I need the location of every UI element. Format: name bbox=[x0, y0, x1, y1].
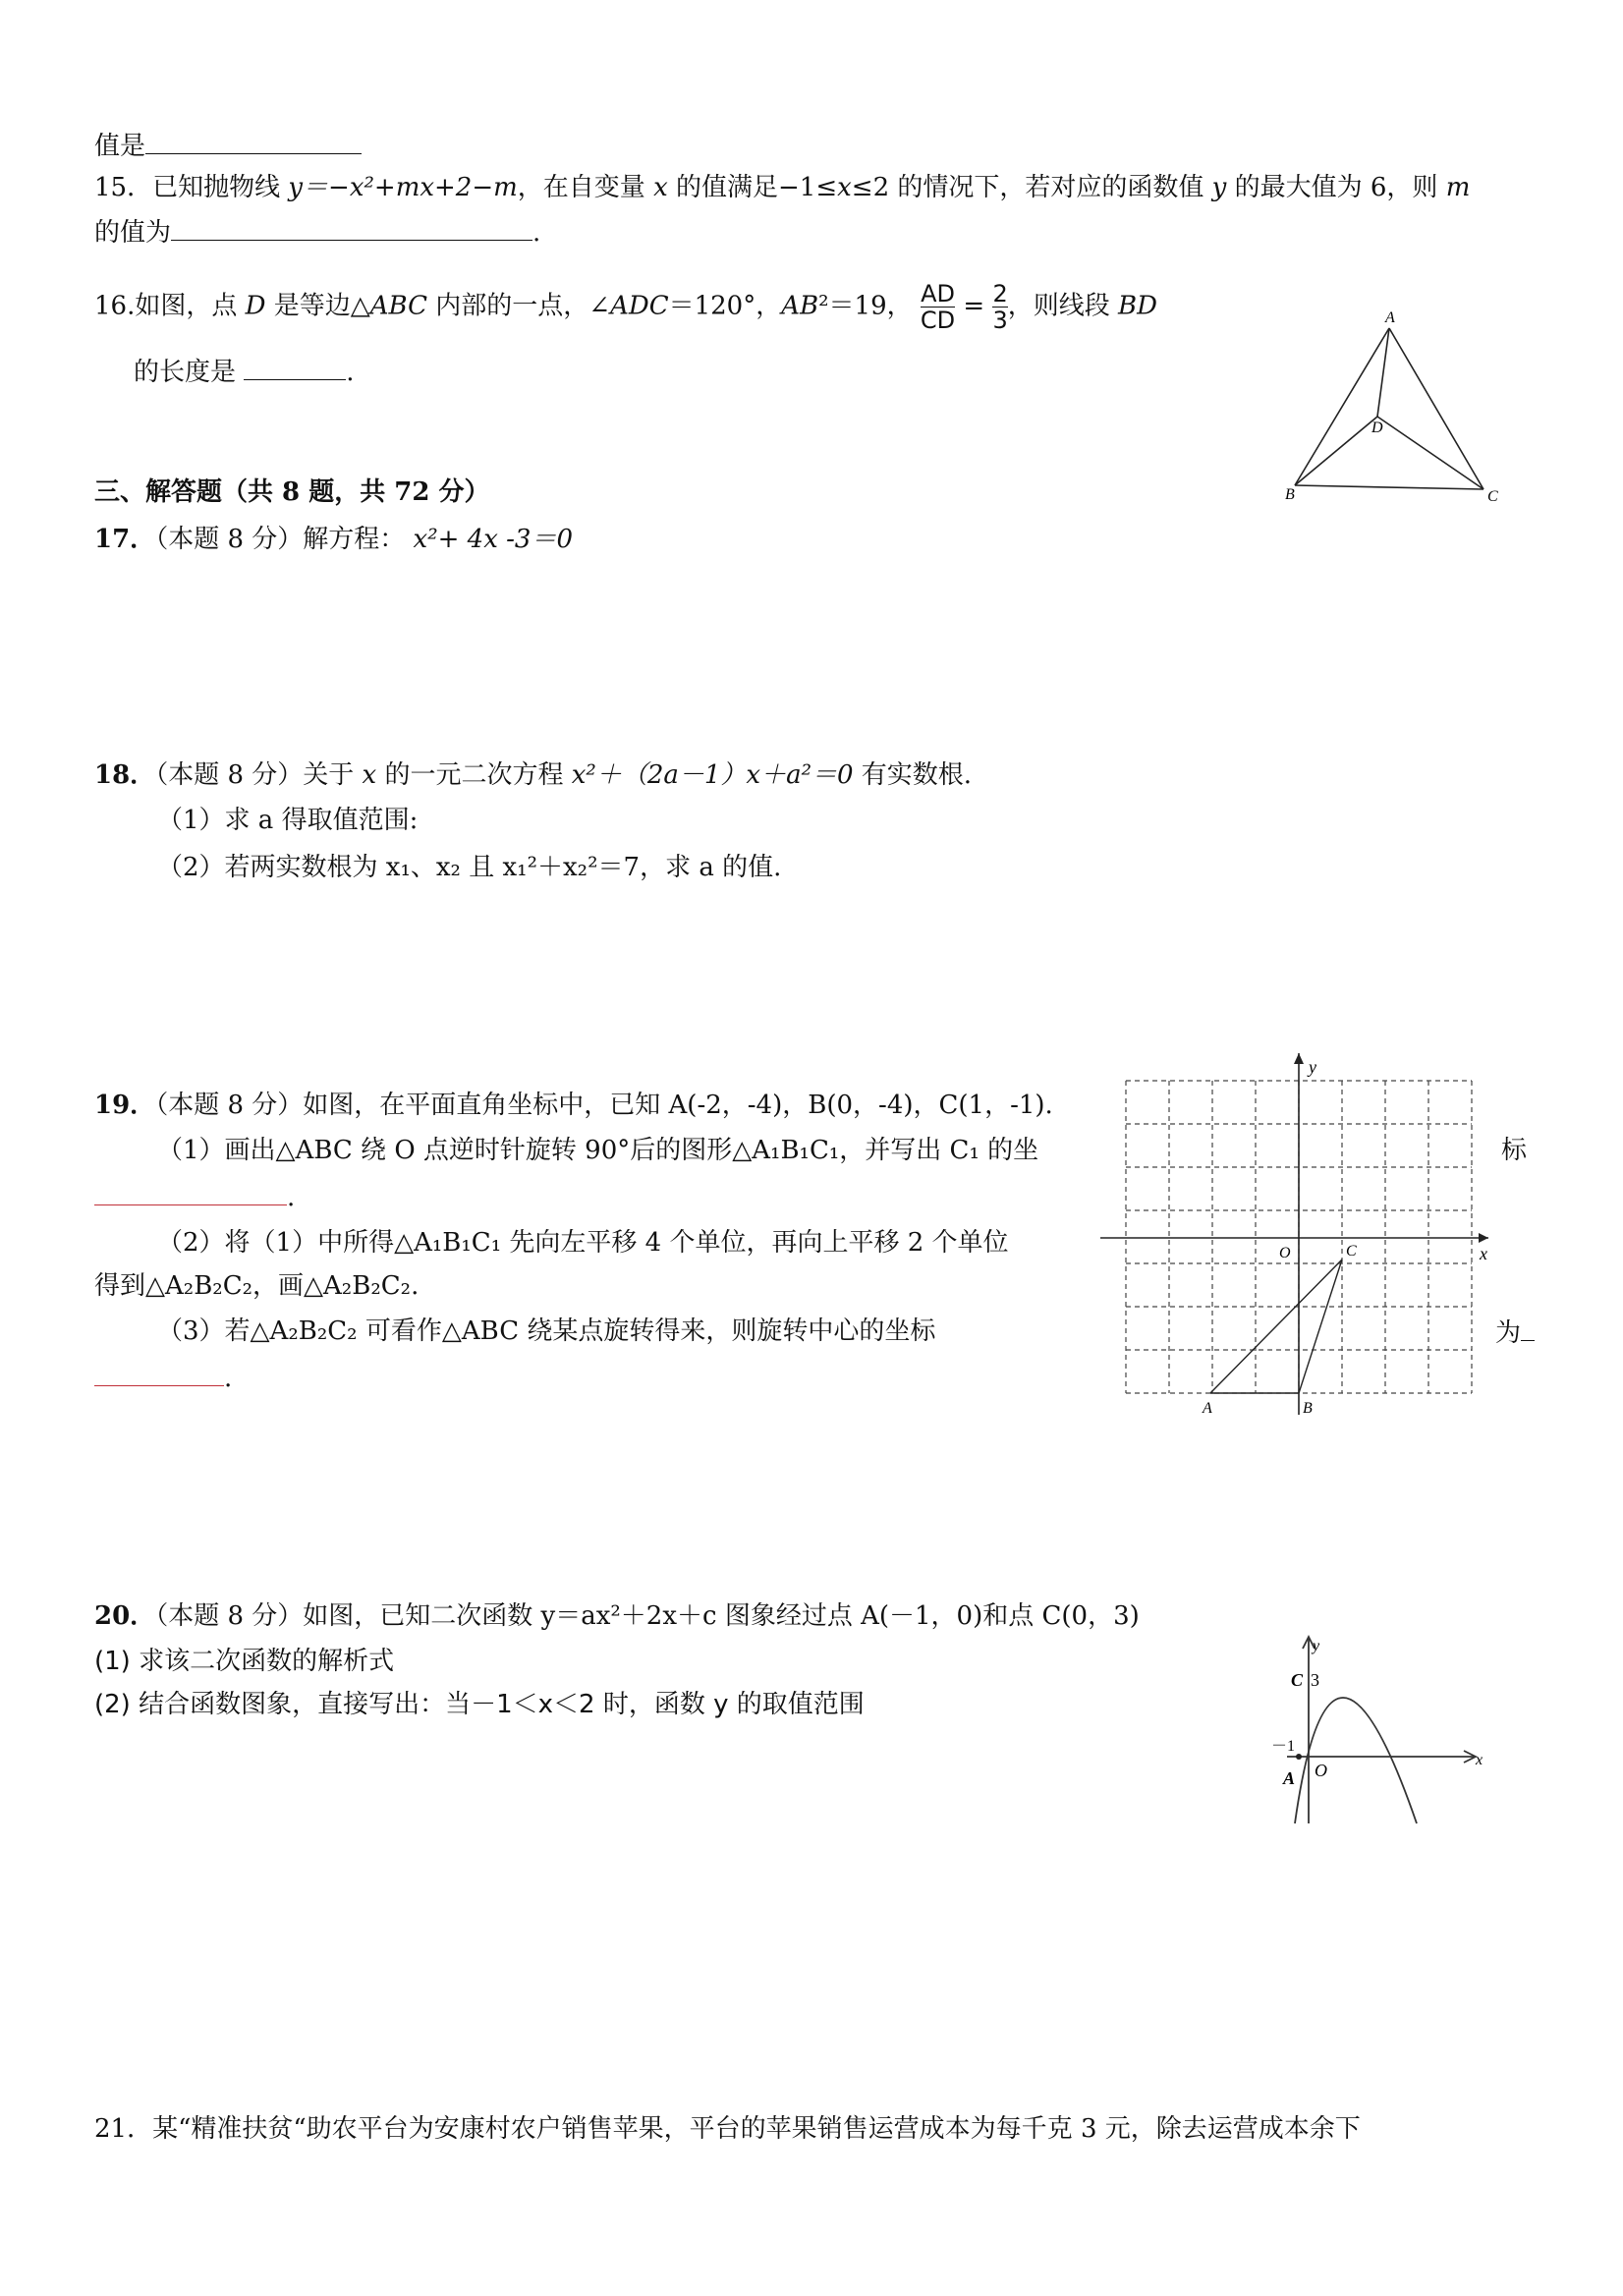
label-a: A bbox=[1385, 309, 1395, 326]
label-b: B bbox=[1285, 486, 1295, 503]
label-x: x bbox=[1476, 1752, 1483, 1768]
q15-answer-blank[interactable] bbox=[171, 214, 532, 241]
q19-part-3: （3）若△A₂B₂C₂ 可看作△ABC 绕某点旋转得来，则旋转中心的坐标 bbox=[157, 1316, 936, 1346]
label-3: 3 bbox=[1311, 1670, 1319, 1690]
label-c: C bbox=[1346, 1243, 1357, 1260]
q15-line-1: 15．已知抛物线 y＝−x²+mx+2−m，在自变量 x 的值满足−1≤x≤2 的情况下，若对应的函数值 y 的最大值为 6，则 m bbox=[94, 173, 1471, 202]
q19-blank-1: . bbox=[94, 1179, 295, 1214]
label-y: y bbox=[1313, 1638, 1320, 1654]
q19-part-2b: 得到△A₂B₂C₂，画△A₂B₂C₂. bbox=[94, 1271, 420, 1301]
fraction-2-3: $\frac{2}{3}$ bbox=[992, 280, 1008, 334]
triangle-abc bbox=[1210, 1260, 1342, 1393]
answer-blank[interactable] bbox=[145, 128, 362, 154]
q18-part-1: （1）求 a 得取值范围: bbox=[157, 806, 419, 835]
q19-line-1: 19．（本题 8 分）如图，在平面直角坐标中，已知 A(-2，-4)，B(0，-4)，C(1，-1). bbox=[94, 1091, 1053, 1120]
label-o: O bbox=[1279, 1245, 1291, 1261]
q16-line-1: 16.如图，点 D 是等边△ABC 内部的一点，∠ADC＝120°，AB²＝19， $\frac{AD}{CD}$ = $\frac{2}{3}$ ，则线段 BD bbox=[94, 280, 1157, 334]
label-d: D bbox=[1371, 420, 1383, 436]
section-heading: 三、解答题（共 8 题，共 72 分） bbox=[94, 477, 490, 507]
q16-answer-blank[interactable] bbox=[244, 354, 346, 380]
q19-part-1: （1）画出△ABC 绕 O 点逆时针旋转 90°后的图形△A₁B₁C₁，并写出 C₁ 的坐 bbox=[157, 1136, 1039, 1165]
q18-line-1: 18．（本题 8 分）关于 x 的一元二次方程 x²＋（2a－1）x＋a²＝0 有实数根. bbox=[94, 760, 973, 790]
label-neg1: －1 bbox=[1271, 1738, 1296, 1755]
parabola-curve bbox=[1295, 1698, 1417, 1823]
q19-blank-3: . bbox=[94, 1360, 232, 1395]
q19-part-2: （2）将（1）中所得△A₁B₁C₁ 先向左平移 4 个单位，再向上平移 2 个单位 bbox=[157, 1228, 1009, 1258]
label-y: y bbox=[1309, 1057, 1316, 1077]
q19-part-3-tail: 为 bbox=[1495, 1315, 1535, 1350]
x-arrow-icon bbox=[1479, 1233, 1488, 1243]
label-c: C bbox=[1291, 1670, 1304, 1690]
q16-line-2: 的长度是 . bbox=[134, 354, 355, 389]
fraction-ad-cd: $\frac{AD}{CD}$ bbox=[920, 280, 956, 334]
label-x: x bbox=[1480, 1244, 1487, 1263]
y-arrow-icon bbox=[1294, 1053, 1304, 1064]
label-a: A bbox=[1283, 1768, 1296, 1788]
q20-line-1: 20．（本题 8 分）如图，已知二次函数 y＝ax²＋2x＋c 图象经过点 A(－1，0)和点 C(0，3) bbox=[94, 1601, 1140, 1631]
q18-part-2: （2）若两实数根为 x₁、x₂ 且 x₁²＋x₂²＝7，求 a 的值. bbox=[157, 853, 782, 882]
q20-part-2: (2) 结合函数图象，直接写出：当－1＜x＜2 时，函数 y 的取值范围 bbox=[94, 1690, 865, 1719]
q16-triangle-figure bbox=[1267, 305, 1503, 511]
q15-line-2: 的值为 . bbox=[94, 214, 540, 250]
label-b: B bbox=[1303, 1400, 1313, 1417]
q21-line-1: 21．某“精准扶贫“助农平台为安康村农户销售苹果，平台的苹果销售运营成本为每千克 3 元，除去运营成本余下 bbox=[94, 2114, 1361, 2144]
q20-part-1: (1) 求该二次函数的解析式 bbox=[94, 1647, 395, 1676]
q19-answer-blank-3[interactable] bbox=[94, 1360, 224, 1386]
q19-tail-blank bbox=[1521, 1315, 1535, 1341]
q17-line: 17．（本题 8 分）解方程： x²+ 4x -3＝0 bbox=[94, 525, 574, 554]
q19-answer-blank-1[interactable] bbox=[94, 1179, 287, 1205]
label-a: A bbox=[1203, 1400, 1212, 1417]
q19-part-1-tail: 标 bbox=[1501, 1136, 1528, 1165]
q20-parabola-figure bbox=[1267, 1631, 1493, 1827]
q19-coordinate-grid bbox=[1100, 1051, 1493, 1425]
prev-question-tail: 值是 bbox=[94, 128, 362, 163]
point-a bbox=[1296, 1754, 1302, 1760]
label-c: C bbox=[1487, 488, 1498, 505]
label-o: O bbox=[1315, 1761, 1327, 1780]
